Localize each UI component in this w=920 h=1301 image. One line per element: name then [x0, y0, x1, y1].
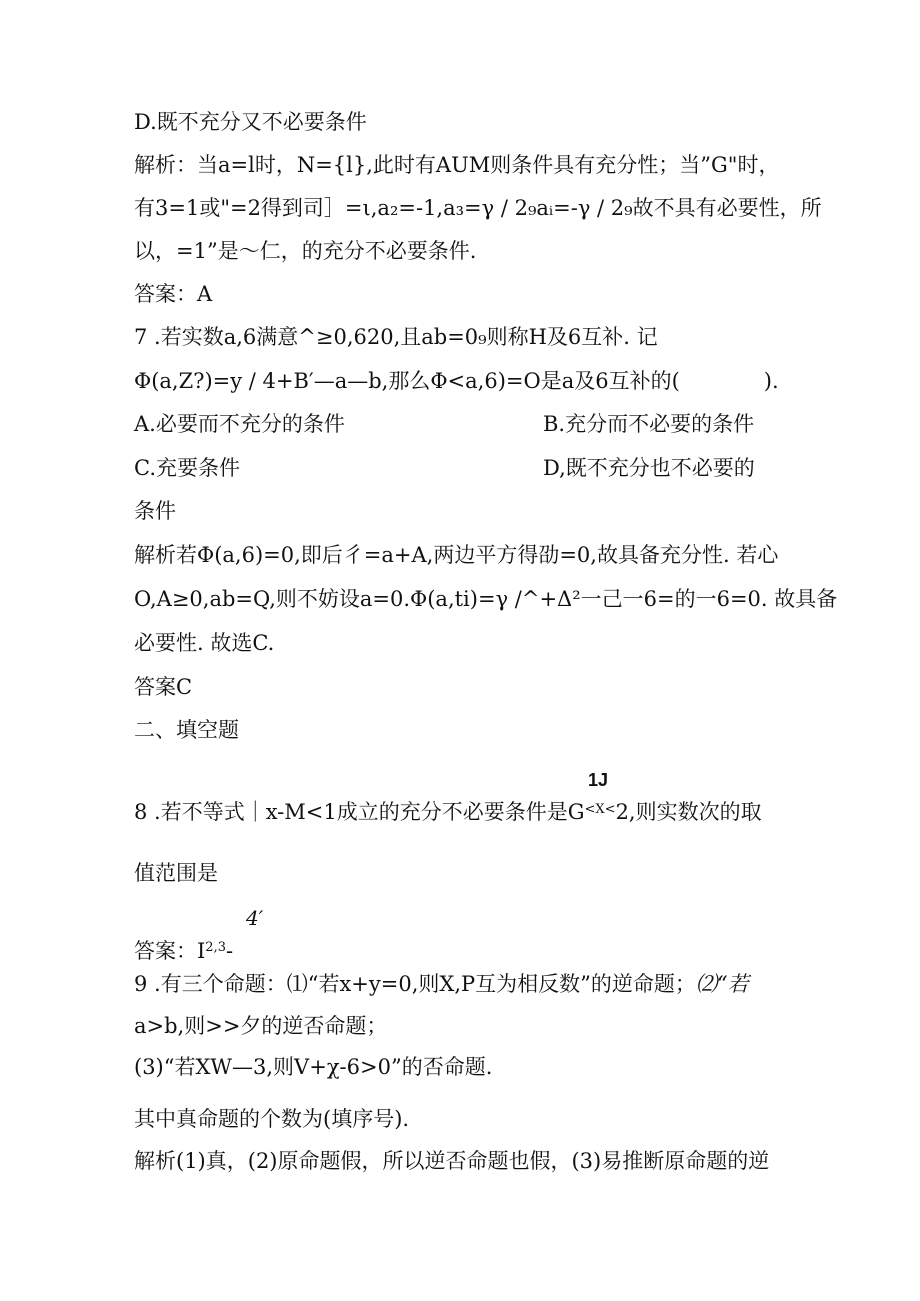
- line-answer-7: 答案C: [134, 675, 193, 699]
- line-analysis-7-3: 必要性. 故选C.: [134, 631, 275, 655]
- line-question-7: 7 .若实数a,6满意^≥0,620,且ab=0₉则称H及6互补. 记: [134, 325, 658, 349]
- line-analysis-2: 有3=1或"=2得到司］=ι,a₂=-1,a₃=γ / 2₉aᵢ=-γ / 2₉故不具有必要性，所: [134, 196, 822, 220]
- line-analysis-3: 以，=1”是～仁，的充分不必要条件.: [134, 239, 477, 263]
- line-option-d-cont: 条件: [134, 499, 176, 523]
- line-option-d: D.既不充分又不必要条件: [134, 110, 367, 134]
- line-question-9: [134, 970, 749, 998]
- section-heading: 二、填空题: [134, 718, 239, 742]
- line-question-9-3: (3)“若XW—3,则V+χ-6>0”的否命题.: [134, 1055, 493, 1079]
- line-question-9-ask: 其中真命题的个数为(填序号).: [134, 1107, 410, 1131]
- option-b: B.充分而不必要的条件: [543, 412, 755, 436]
- line-question-8-cont: 值范围是: [134, 861, 218, 885]
- answer-8-sup: 2,3: [205, 940, 226, 955]
- question-8-tail: 2,则实数次的取: [615, 800, 762, 824]
- option-d: D,既不充分也不必要的: [543, 456, 755, 480]
- line-analysis-9: 解析(1)真，(2)原命题假，所以逆否命题也假，(3)易推断原命题的逆: [134, 1149, 770, 1173]
- option-a: A.必要而不充分的条件: [134, 412, 345, 436]
- question-9-text: 9 .有三个命题：⑴“若x+y=0,则X,P互为相反数”的逆命题；: [134, 972, 696, 996]
- annotation-1j: 1J: [588, 770, 609, 790]
- line-question-7-formula: Φ(a,Z?)=y / 4+B′—a—b,那么Φ<a,6)=O是a及6互补的( ).: [134, 369, 779, 393]
- option-c: C.充要条件: [134, 456, 240, 480]
- answer-8-tail: -: [225, 939, 234, 963]
- line-analysis-1: 解析：当a=l时，N={l},此时有AUM则条件具有充分性；当”G"时，: [134, 153, 780, 177]
- line-question-9-cont: a>b,则>>夕的逆否命题；: [134, 1014, 388, 1038]
- line-answer-6: 答案：A: [134, 282, 213, 306]
- line-analysis-7-2: O,A≥0,ab=Q,则不妨设a=0.Φ(a,ti)=γ /^+Δ²一己一6=的一6=0. 故具备: [134, 587, 838, 611]
- answer-8-text: 答案：I: [134, 939, 206, 963]
- question-8-text: 8 .若不等式｜x-M<1成立的充分不必要条件是G: [134, 800, 585, 824]
- line-answer-8: [134, 934, 233, 965]
- question-8-sup: <X<: [584, 802, 616, 817]
- line-question-8: [134, 796, 762, 826]
- line-analysis-7-1: 解析若Φ(a,6)=0,即后彳=a+A,两边平方得劭=0,故具备充分性. 若心: [134, 543, 779, 567]
- question-9-italic: ⑵“若: [695, 972, 749, 996]
- annotation-4: 4′: [246, 906, 264, 930]
